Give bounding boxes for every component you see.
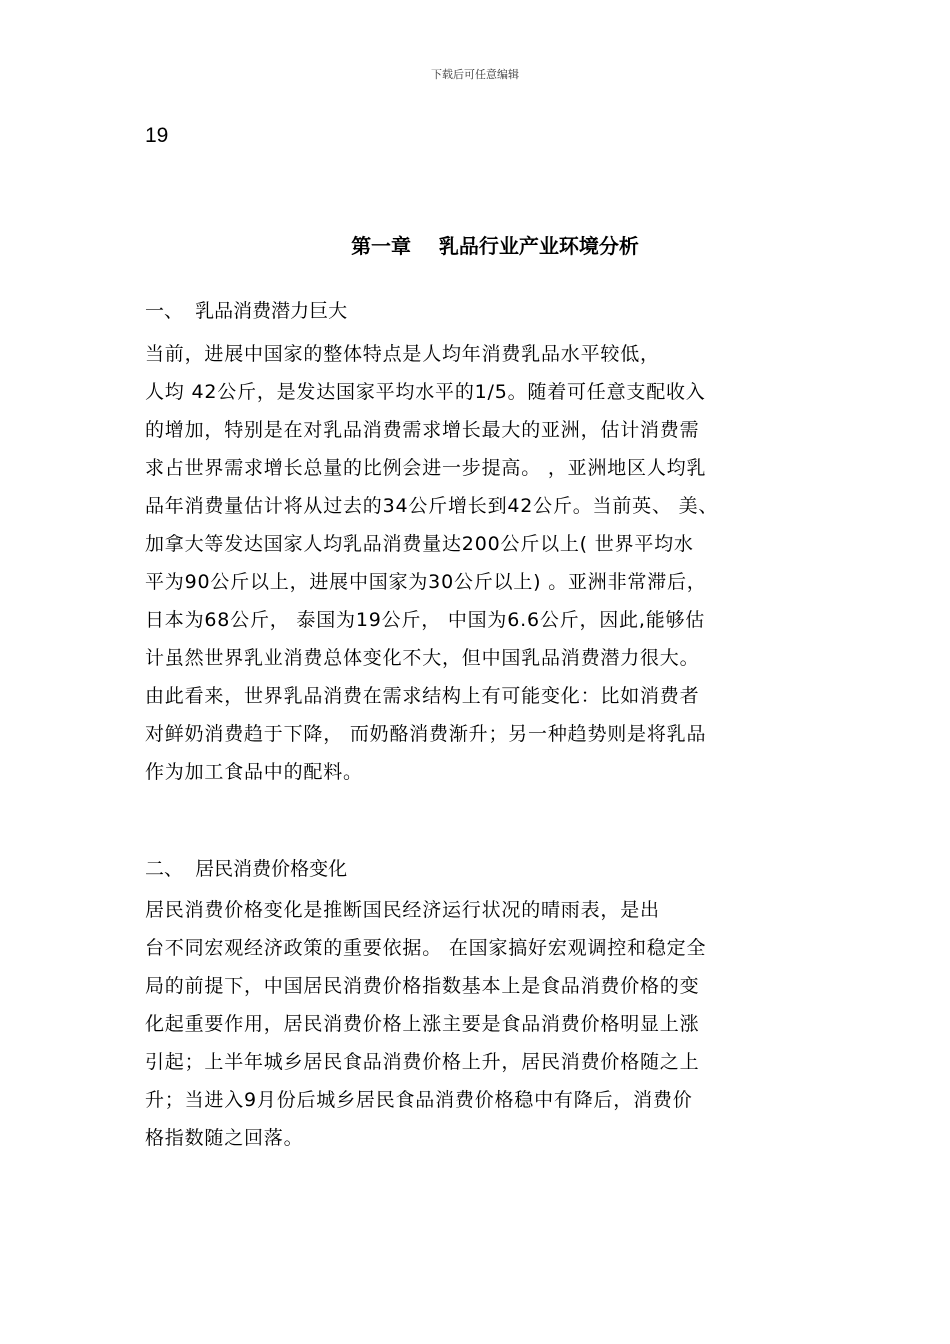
- body-line: 引起；上半年城乡居民食品消费价格上升，居民消费价格随之上: [145, 1051, 700, 1073]
- page-number: 19: [145, 124, 169, 147]
- body-line: 由此看来，世界乳品消费在需求结构上有可能变化：比如消费者: [145, 685, 700, 707]
- section-2-body: [145, 891, 815, 1157]
- body-line: 化起重要作用，居民消费价格上涨主要是食品消费价格明显上涨: [145, 1013, 700, 1035]
- body-line: 加拿大等发达国家人均乳品消费量达200公斤以上( 世界平均水: [145, 533, 694, 555]
- body-line: 作为加工食品中的配料。: [145, 761, 363, 783]
- body-line: 对鲜奶消费趋于下降， 而奶酪消费渐升；另一种趋势则是将乳品: [145, 723, 707, 745]
- body-line: 的增加，特别是在对乳品消费需求增长最大的亚洲，估计消费需: [145, 419, 700, 441]
- body-line: 台不同宏观经济政策的重要依据。 在国家搞好宏观调控和稳定全: [145, 937, 707, 959]
- section-heading-1: 一、 乳品消费潜力巨大: [145, 300, 348, 322]
- body-line: 局的前提下，中国居民消费价格指数基本上是食品消费价格的变: [145, 975, 700, 997]
- body-line: 升；当进入9月份后城乡居民食品消费价格稳中有降后，消费价: [145, 1089, 693, 1111]
- body-line: 品年消费量估计将从过去的34公斤增长到42公斤。当前英、 美、: [145, 495, 719, 517]
- body-line: 计虽然世界乳业消费总体变化不大，但中国乳品消费潜力很大。: [145, 647, 700, 669]
- body-line: 日本为68公斤， 泰国为19公斤， 中国为6.6公斤，因此,能够估: [145, 609, 706, 631]
- body-line: 人均 42公斤，是发达国家平均水平的1/5。随着可任意支配收入: [145, 381, 706, 403]
- body-line: 格指数随之回落。: [145, 1127, 304, 1149]
- body-line: 平为90公斤以上，进展中国家为30公斤以上) 。亚洲非常滞后，: [145, 571, 707, 593]
- section-heading-2: 二、 居民消费价格变化: [145, 858, 348, 880]
- body-line: 当前，进展中国家的整体特点是人均年消费乳品水平较低，: [145, 343, 660, 365]
- section-1-body: [145, 335, 815, 791]
- body-line: 求占世界需求增长总量的比例会进一步提高。 ，亚洲地区人均乳: [145, 457, 707, 479]
- chapter-title: 第一章 乳品行业产业环境分析: [351, 234, 639, 258]
- page-header: 下载后可任意编辑: [431, 68, 519, 81]
- body-line: 居民消费价格变化是推断国民经济运行状况的晴雨表，是出: [145, 899, 660, 921]
